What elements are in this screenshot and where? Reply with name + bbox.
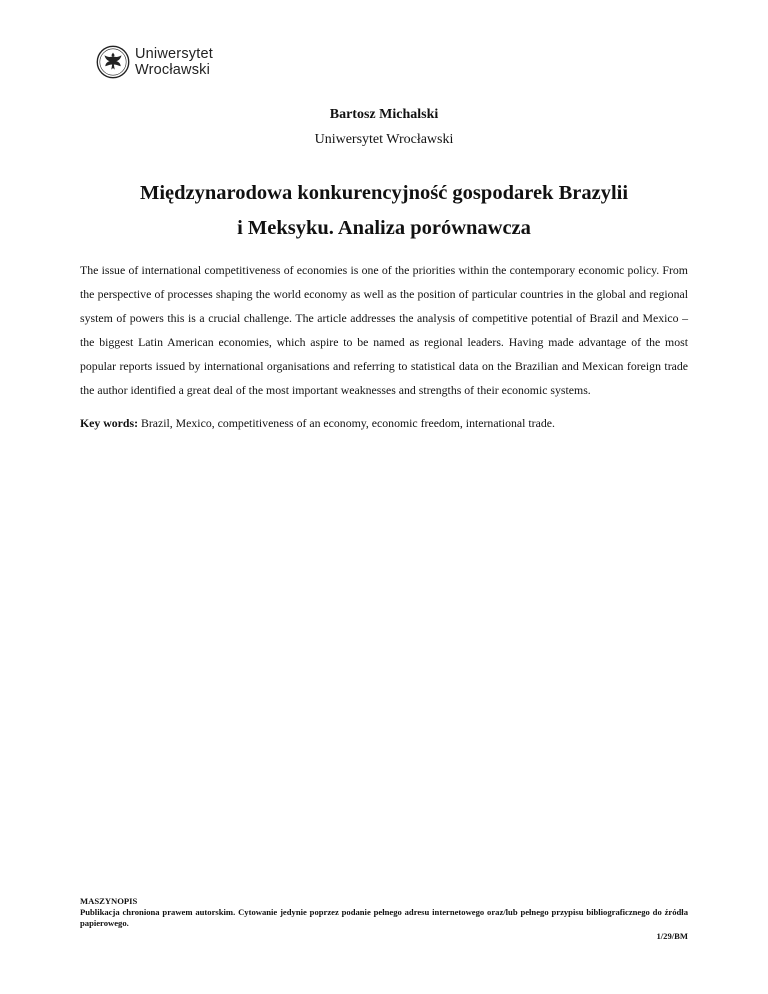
paper-title-line-2: i Meksyku. Analiza porównawcza (237, 217, 531, 239)
paper-title (0, 176, 768, 246)
author-name: Bartosz Michalski (329, 107, 439, 122)
paper-title-line-1: Międzynarodowa konkurencyjność gospodarek Brazylii (139, 182, 629, 204)
abstract-text: The issue of international competitiveness of economies is one of the priorities within the contemporary economic policy. From the perspective of processes shaping the world economy as well as the position of particular countries in the global and regional system of powers this is a crucial challenge. The article addresses the analysis of competitive potential of Brazil and Mexico – the biggest Latin American economies, which aspire to be named as regional leaders. Having made advantage of the most popular reports issued by international organisations and referring to statistical data on the Brazilian and Mexican foreign trade the author identified a great deal of the most important weaknesses and strengths of their economic systems. (80, 263, 688, 398)
page-footer (80, 896, 688, 942)
keywords-text: Brazil, Mexico, competitiveness of an economy, economic freedom, international trade. (140, 416, 555, 430)
footer-heading: MASZYNOPIS (80, 896, 138, 906)
university-logo (96, 42, 213, 82)
keywords-label: Key words: (80, 416, 138, 430)
footer-document-code: 1/29/BM (656, 931, 688, 941)
logo-line-1: Uniwersytet (135, 46, 213, 62)
keywords (80, 414, 688, 432)
logo-line-2: Wrocławski (135, 62, 211, 78)
footer-copyright-notice: Publikacja chroniona prawem autorskim. Cytowanie jedynie poprzez podanie pełnego adresu internetowego oraz/lub pełnego przypisu bibliograficznego do źródła papierowego. (80, 907, 688, 928)
author-affiliation: Uniwersytet Wrocławski (314, 132, 454, 147)
university-logo-text (135, 46, 213, 78)
eagle-crest-icon (96, 45, 130, 79)
